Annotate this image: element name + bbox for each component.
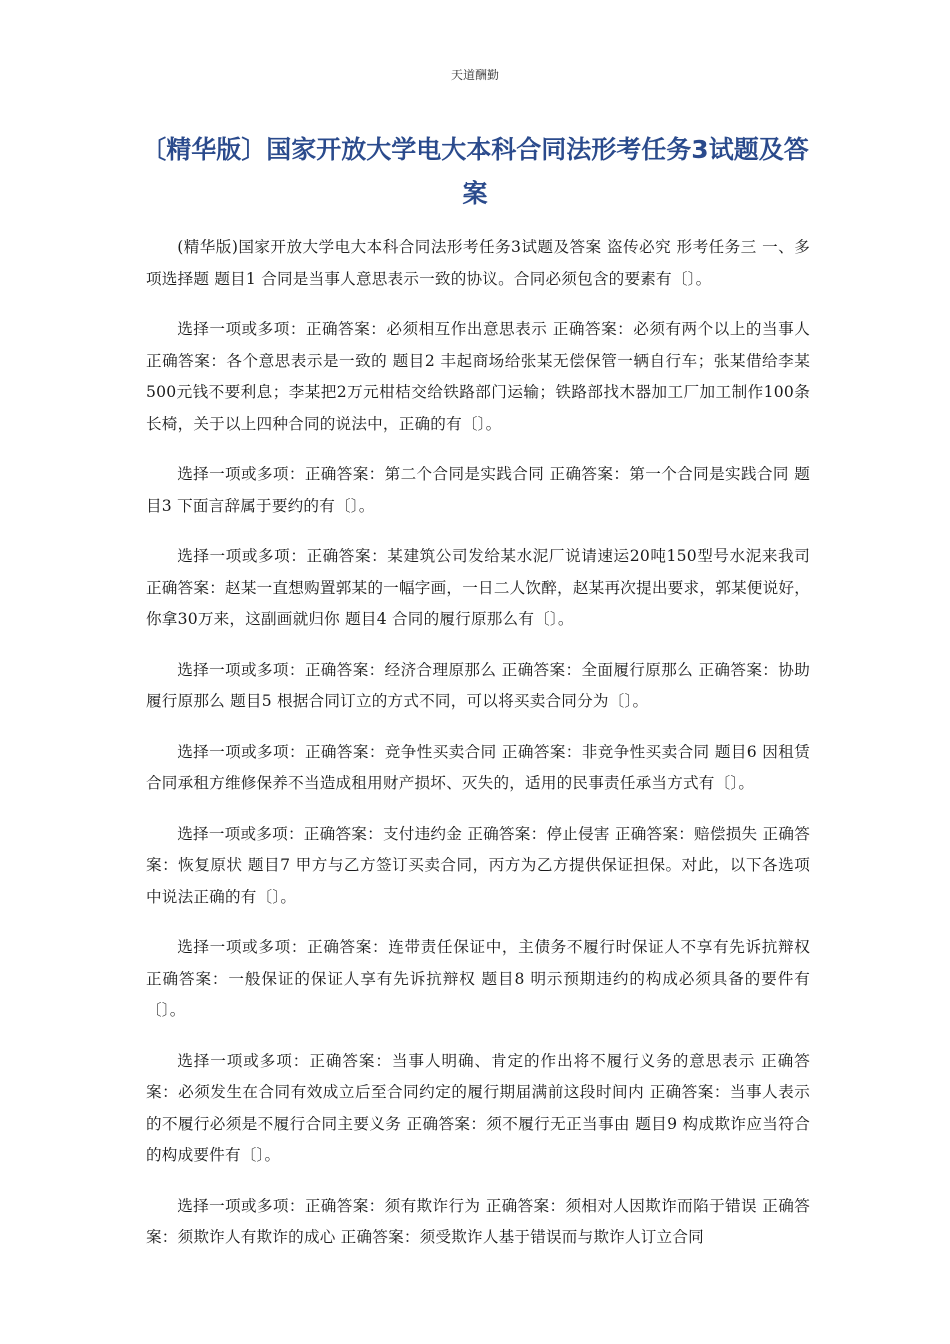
document-title: 〔精华版〕国家开放大学电大本科合同法形考任务3试题及答案: [141, 135, 809, 208]
paragraph-4: 选择一项或多项：正确答案：某建筑公司发给某水泥厂说请速运20吨150型号水泥来我司 正确答案：赵某一直想购置郭某的一幅字画，一日二人饮醉，赵某再次提出要求，郭某便说好，你拿30万来，这副画就归你 题目4 合同的履行原那么有〔〕。: [146, 547, 810, 628]
paragraph-6: 选择一项或多项：正确答案：竞争性买卖合同 正确答案：非竞争性买卖合同 题目6 因租赁合同承租方维修保养不当造成租用财产损坏、灭失的，适用的民事责任承当方式有〔〕。: [146, 742, 810, 792]
paragraph-10: 选择一项或多项：正确答案：须有欺诈行为 正确答案：须相对人因欺诈而陷于错误 正确答案：须欺诈人有欺诈的成心 正确答案：须受欺诈人基于错误而与欺诈人订立合同: [146, 1196, 810, 1246]
paragraph-5: 选择一项或多项：正确答案：经济合理原那么 正确答案：全面履行原那么 正确答案：协助履行原那么 题目5 根据合同订立的方式不同，可以将买卖合同分为〔〕。: [146, 660, 810, 710]
paragraph-9: 选择一项或多项：正确答案：当事人明确、肯定的作出将不履行义务的意思表示 正确答案：必须发生在合同有效成立后至合同约定的履行期届满前这段时间内 正确答案：当事人表示的不履行必须是不履行合同主要义务 正确答案：须不履行无正当事由 题目9 构成欺诈应当符合的构成要件有〔〕。: [146, 1051, 810, 1164]
page-header: 天道酬勤: [450, 68, 499, 82]
paragraph-8: 选择一项或多项：正确答案：连带责任保证中，主债务不履行时保证人不享有先诉抗辩权 正确答案：一般保证的保证人享有先诉抗辩权 题目8 明示预期违约的构成必须具备的要件有〔〕。: [146, 938, 810, 1019]
paragraph-1: (精华版)国家开放大学电大本科合同法形考任务3试题及答案 盗传必究 形考任务三 一、多项选择题 题目1 合同是当事人意思表示一致的协议。合同必须包含的要素有〔〕。: [146, 238, 810, 288]
paragraph-3: 选择一项或多项：正确答案：第二个合同是实践合同 正确答案：第一个合同是实践合同 题目3 下面言辞属于要约的有〔〕。: [146, 465, 810, 515]
paragraph-2: 选择一项或多项：正确答案：必须相互作出意思表示 正确答案：必须有两个以上的当事人 正确答案：各个意思表示是一致的 题目2 丰起商场给张某无偿保管一辆自行车；张某借给李某500元钱不要利息；李某把2万元柑桔交给铁路部门运输；铁路部找木器加工厂加工制作100条长椅，关于以上四种合同的说法中，正确的有〔〕。: [146, 320, 810, 433]
paragraph-7: 选择一项或多项：正确答案：支付违约金 正确答案：停止侵害 正确答案：赔偿损失 正确答案：恢复原状 题目7 甲方与乙方签订买卖合同，丙方为乙方提供保证担保。对此，以下各选项中说法正确的有〔〕。: [146, 824, 810, 906]
document-body: [146, 232, 810, 1273]
